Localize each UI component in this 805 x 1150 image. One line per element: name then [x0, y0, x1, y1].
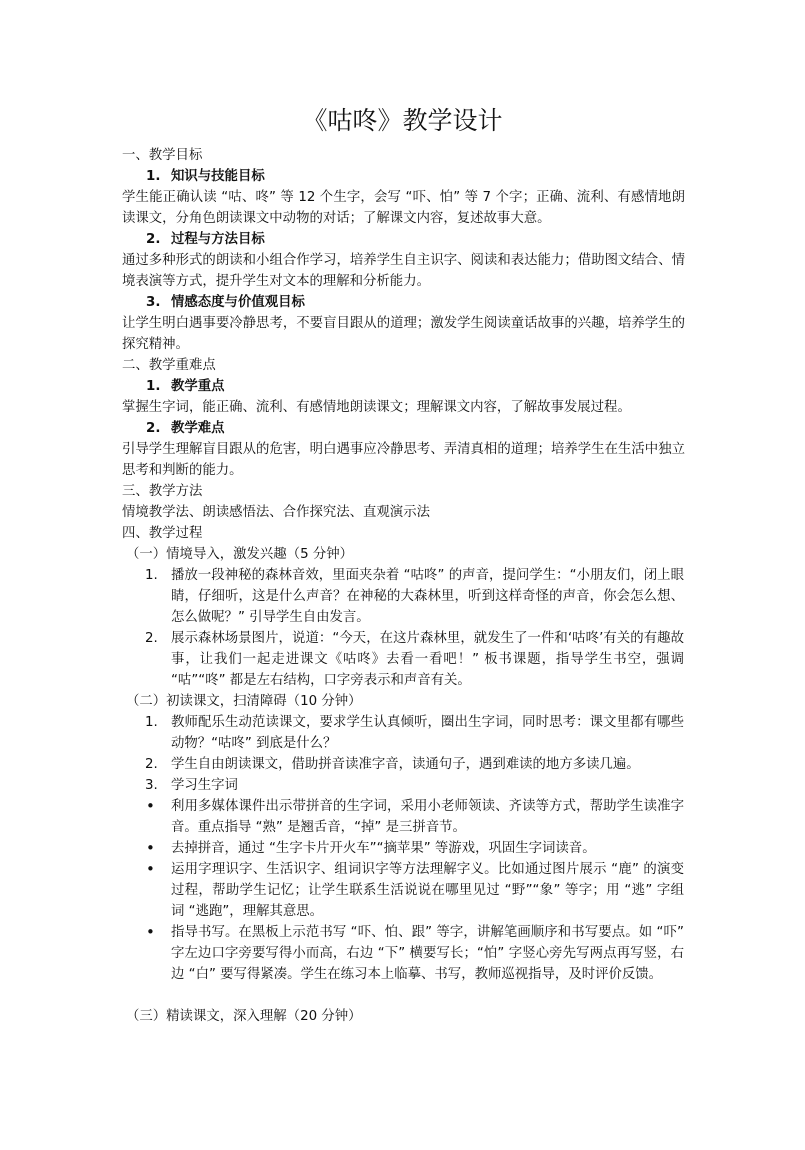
goal-number: 3.: [146, 295, 161, 310]
list-number: 3.: [145, 778, 158, 793]
key-point-text: 引导学生理解盲目跟从的危害，明白遇事应冷静思考、弄清真相的道理；培养学生在生活中独立思考和判断的能力。: [122, 442, 685, 478]
bullet-item: 去掉拼音，通过 “生字卡片开火车”“摘苹果” 等游戏，巩固生字词读音。: [171, 841, 596, 856]
section-heading-methods: 三、教学方法: [122, 484, 203, 499]
goal-heading: 情感态度与价值观目标: [171, 295, 305, 310]
goal-heading: 知识与技能目标: [171, 169, 265, 184]
goal-heading: 过程与方法目标: [171, 232, 265, 247]
list-item: 学习生字词: [171, 778, 238, 793]
process-stage-heading: （三）精读课文，深入理解（20 分钟）: [126, 1009, 362, 1024]
methods-text: 情境教学法、朗读感悟法、合作探究法、直观演示法: [122, 505, 430, 520]
list-item: 展示森林场景图片，说道：“今天，在这片森林里，就发生了一件和‘咕咚’有关的有趣故事，让我们一起走进课文《咕咚》去看一看吧！” 板书课题，指导学生书空，强调 “咕”“咚” 都是左右结构，口字旁表示和声音有关。: [171, 631, 684, 688]
section-heading-goals: 一、教学目标: [122, 148, 203, 163]
bullet-icon: •: [146, 923, 155, 941]
bullet-item: 指导书写。在黑板上示范书写 “吓、怕、跟” 等字，讲解笔画顺序和书写要点。如 “吓” 字左边口字旁要写得小而高，右边 “下” 横要写长；“怕” 字竖心旁先写两点再写竖，右边 “白” 要写得紧凑。学生在练习本上临摹、书写，教师巡视指导，及时评价反馈。: [171, 925, 684, 982]
list-number: 2.: [145, 631, 158, 646]
bullet-icon: •: [146, 839, 155, 857]
process-stage-heading: （二）初读课文，扫清障碍（10 分钟）: [126, 694, 362, 709]
bullet-icon: •: [146, 860, 155, 878]
list-number: 2.: [145, 757, 158, 772]
key-point-heading: 教学重点: [171, 379, 225, 394]
list-item: 教师配乐生动范读课文，要求学生认真倾听，圈出生字词，同时思考：课文里都有哪些动物？“咕咚” 到底是什么？: [171, 715, 684, 751]
goal-number: 2.: [146, 232, 161, 247]
goal-text: 学生能正确认读 “咕、咚” 等 12 个生字，会写 “吓、怕” 等 7 个字；正确、流利、有感情地朗读课文，分角色朗读课文中动物的对话；了解课文内容，复述故事大意。: [122, 190, 685, 226]
key-point-number: 2.: [146, 421, 161, 436]
bullet-icon: •: [146, 797, 155, 815]
list-item: 播放一段神秘的森林音效，里面夹杂着 “咕咚” 的声音，提问学生：“小朋友们，闭上眼睛，仔细听，这是什么声音？在神秘的大森林里，听到这样奇怪的声音，你会怎么想、怎么做呢？” 引导学生自由发言。: [171, 568, 684, 625]
key-point-number: 1.: [146, 379, 161, 394]
process-stage-heading: （一）情境导入，激发兴趣（5 分钟）: [126, 547, 354, 562]
list-item: 学生自由朗读课文，借助拼音读准字音，读通句子，遇到难读的地方多读几遍。: [171, 757, 640, 772]
document-title: 《咕咚》教学设计: [302, 106, 503, 135]
bullet-item: 运用字理识字、生活识字、组词识字等方法理解字义。比如通过图片展示 “鹿” 的演变过程，帮助学生记忆；让学生联系生活说说在哪里见过 “野”“象” 等字；用 “逃” 字组词 “逃跑”，理解其意思。: [171, 862, 684, 919]
list-number: 1.: [145, 568, 158, 583]
goal-text: 让学生明白遇事要冷静思考，不要盲目跟从的道理；激发学生阅读童话故事的兴趣，培养学生的探究精神。: [122, 316, 685, 352]
list-number: 1.: [145, 715, 158, 730]
section-heading-key-points: 二、教学重难点: [122, 358, 216, 373]
key-point-heading: 教学难点: [171, 421, 225, 436]
bullet-item: 利用多媒体课件出示带拼音的生字词，采用小老师领读、齐读等方式，帮助学生读准字音。重点指导 “熟” 是翘舌音，“掉” 是三拼音节。: [171, 799, 684, 835]
section-heading-process: 四、教学过程: [122, 526, 203, 541]
goal-number: 1.: [146, 169, 161, 184]
goal-text: 通过多种形式的朗读和小组合作学习，培养学生自主识字、阅读和表达能力；借助图文结合、情境表演等方式，提升学生对文本的理解和分析能力。: [122, 253, 685, 289]
key-point-text: 掌握生字词，能正确、流利、有感情地朗读课文；理解课文内容，了解故事发展过程。: [122, 400, 631, 415]
